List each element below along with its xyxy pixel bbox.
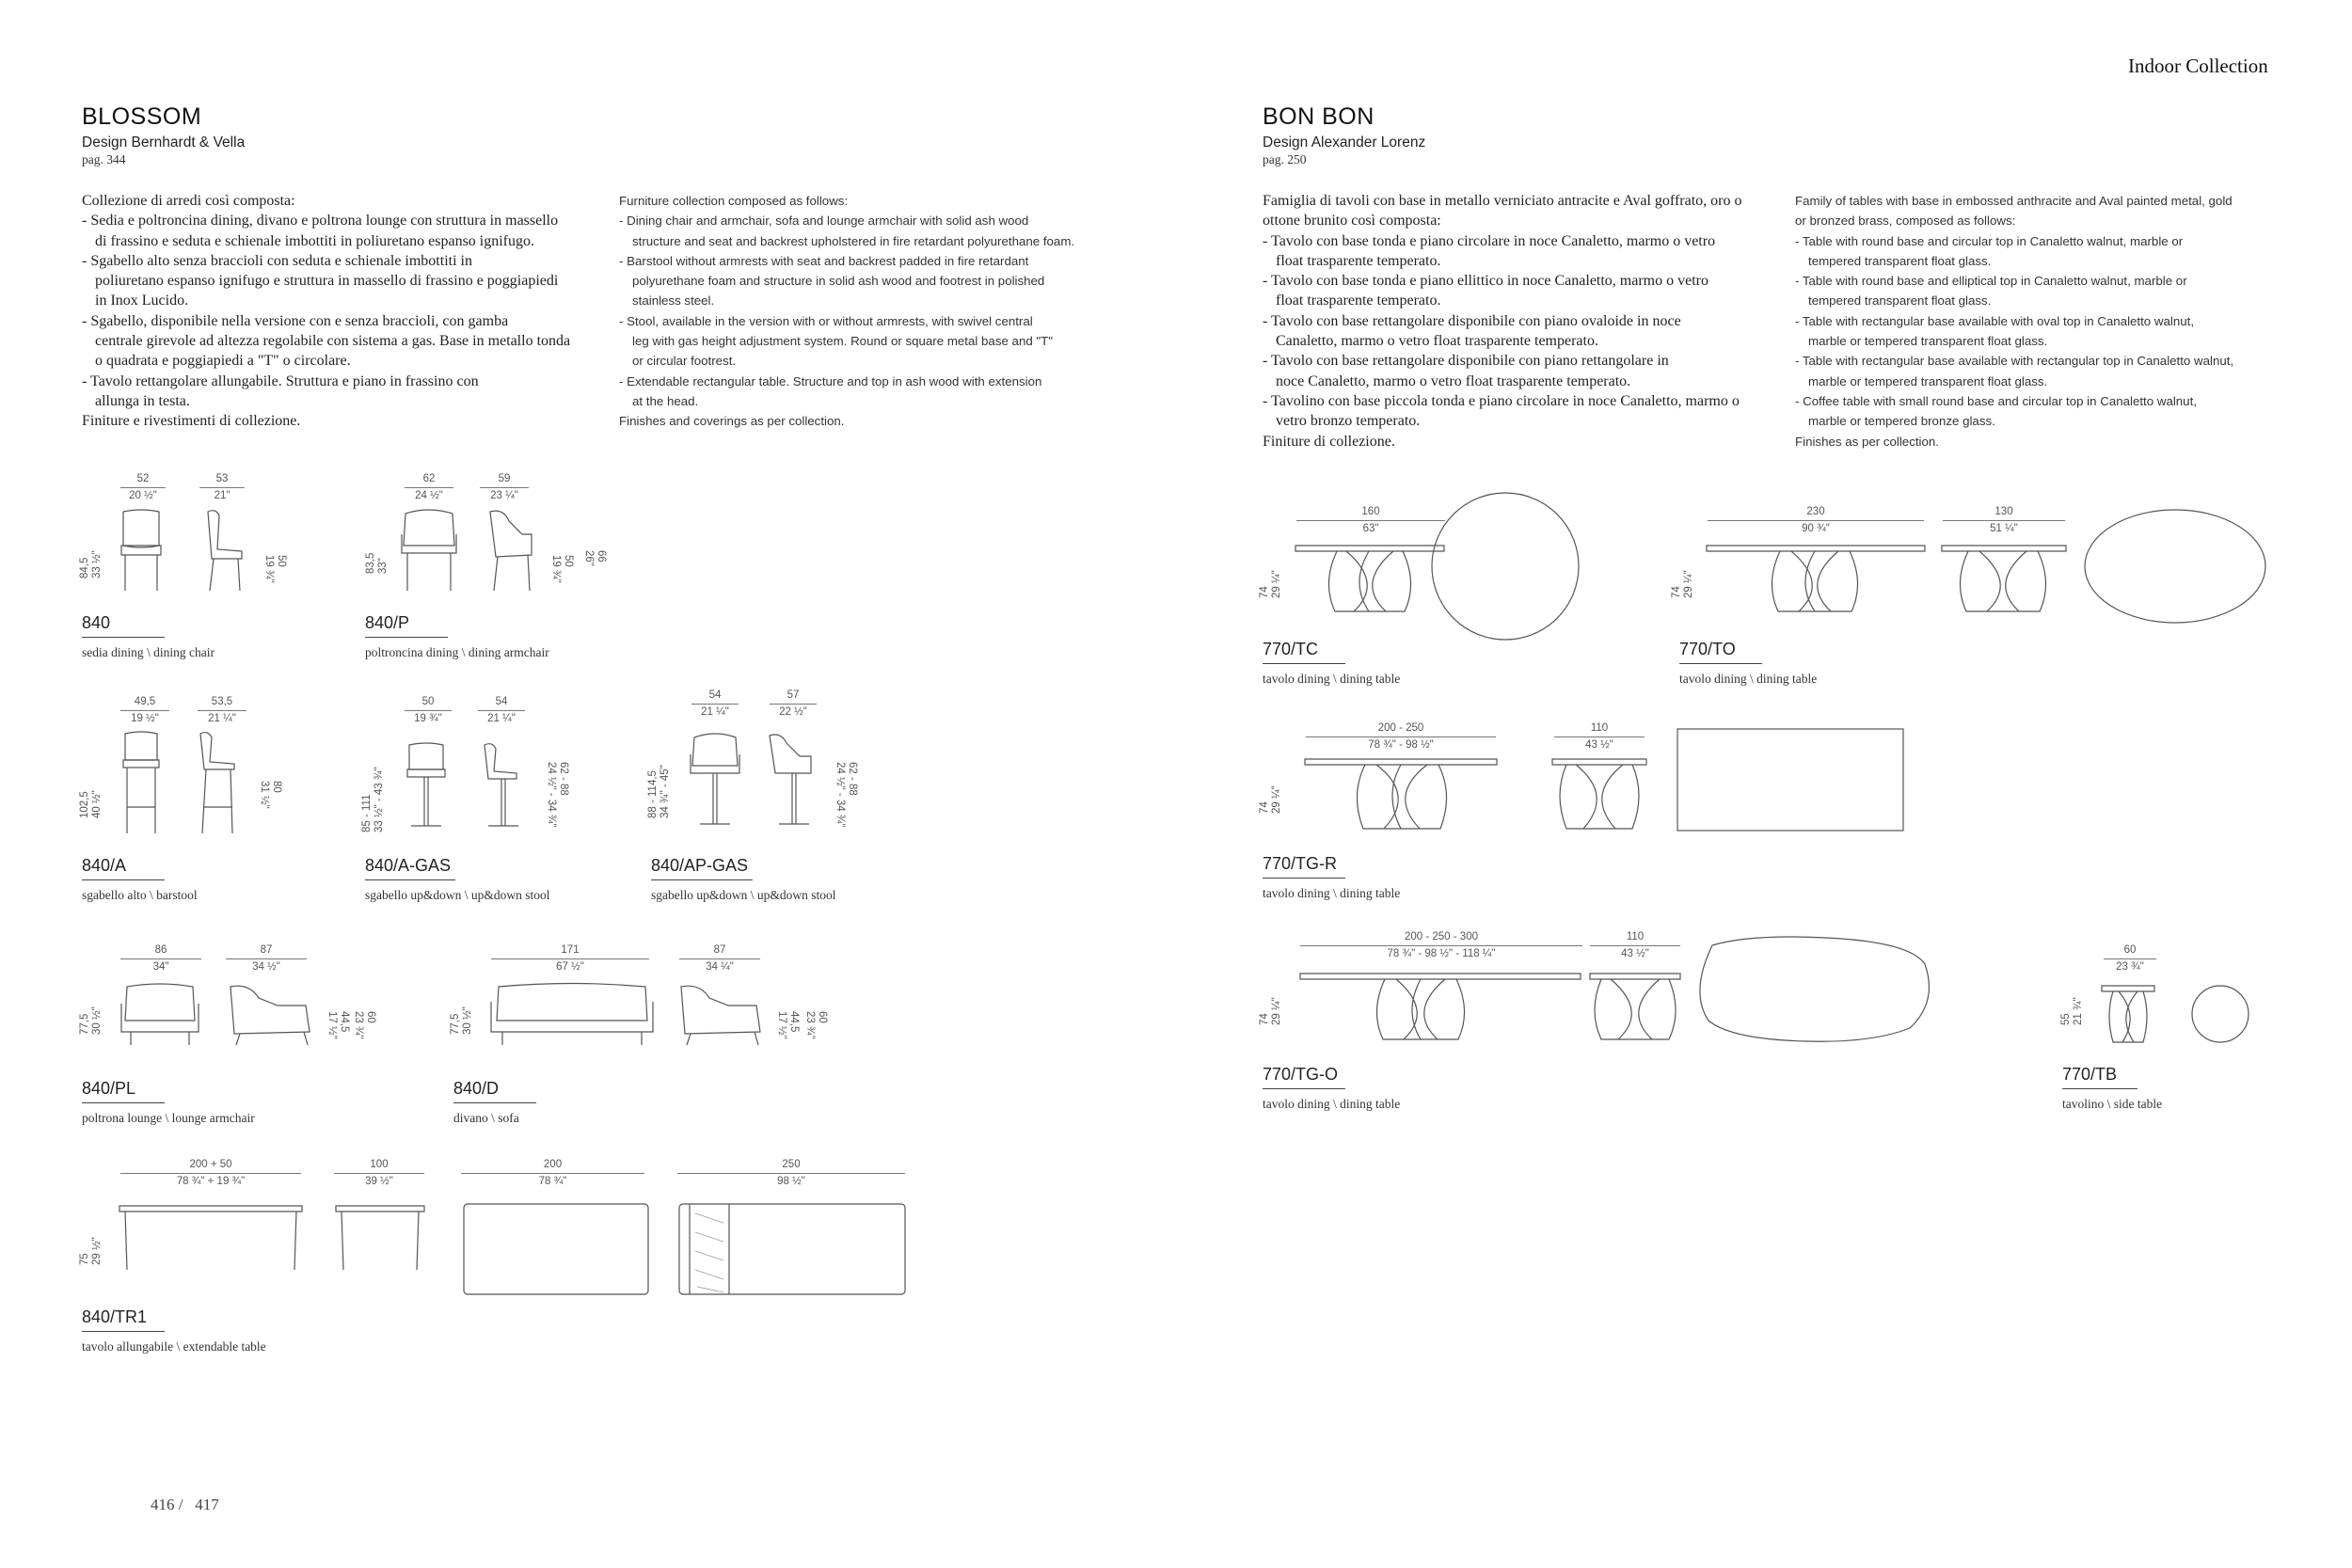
dim-depth: 53 21" bbox=[199, 473, 245, 502]
table-770tgr-drawing bbox=[1303, 729, 1915, 842]
dim-width: 49,5 19 ½" bbox=[120, 696, 169, 725]
dim-width: 52 20 ½" bbox=[120, 473, 166, 502]
product-label: tavolo dining \ dining table bbox=[1263, 886, 1401, 900]
stool-840ap-gas-drawing bbox=[687, 732, 847, 835]
dim-width: 200 - 250 78 ¾" - 98 ½" bbox=[1306, 722, 1496, 752]
table-770tgo-drawing bbox=[1298, 936, 1957, 1049]
product-label: tavolino \ side table bbox=[2062, 1097, 2163, 1111]
product-label: sgabello up&down \ up&down stool bbox=[651, 888, 836, 902]
dim-width: 86 34" bbox=[120, 944, 201, 974]
dim-top-closed: 200 78 ¾" bbox=[461, 1159, 644, 1188]
description-english: Furniture collection composed as follows: - Dining chair and armchair, sofa and lounge armchair with solid ash wood structure and seat and backrest upholstered in fire retardant polyurethane foam. - Barstool without armrests with seat and backrest padded in fire retardant polyurethane foam and structure in solid ash wood and footrest in polished stainless steel. - Stool, available in the version with or without armrests, with swivel central leg with gas height adjustment system. Round or square metal base and "T" or circular footrest. - Extendable rectangular table. Structure and top in ash wood with extension at the head. Finishes and coverings as per collection. bbox=[619, 194, 1075, 429]
dim-height: 74 29 ¼" bbox=[1671, 570, 1694, 598]
dim-depth: 59 23 ¼" bbox=[480, 473, 529, 502]
dim-arm-height: 66 26" bbox=[583, 550, 607, 566]
page-reference: pag. 344 bbox=[82, 152, 126, 166]
dim-seat-height: 44,5 17 ½" bbox=[776, 1011, 800, 1039]
product-label: sgabello alto \ barstool bbox=[82, 888, 198, 902]
collection-header: Indoor Collection bbox=[2128, 55, 2268, 77]
product-label: tavolo dining \ dining table bbox=[1263, 1097, 1401, 1111]
dim-depth: 53,5 21 ¼" bbox=[198, 696, 246, 725]
product-code: 840/TR1 bbox=[82, 1307, 148, 1326]
dim-height: 77,5 30 ½" bbox=[79, 1006, 103, 1035]
dim-arm-height: 60 23 ¾" bbox=[353, 1011, 376, 1039]
dim-height: 77,5 30 ½" bbox=[450, 1006, 473, 1035]
armchair-840p-drawing bbox=[400, 508, 569, 593]
dim-seat-height: 44,5 17 ½" bbox=[326, 1011, 350, 1039]
dim-width: 200 - 250 - 300 78 ¾" - 98 ½" - 118 ¼" bbox=[1300, 931, 1582, 960]
chair-840-drawing bbox=[118, 508, 249, 593]
dim-height: 74 29 ¼" bbox=[1259, 570, 1282, 598]
dim-width: 50 19 ¾" bbox=[405, 696, 452, 725]
product-name: BON BON bbox=[1263, 103, 1375, 130]
product-label: divano \ sofa bbox=[453, 1111, 519, 1125]
dim-width: 60 23 ¾" bbox=[2104, 944, 2156, 974]
dim-seat-height: 50 19 ¾" bbox=[263, 555, 287, 583]
page-reference: pag. 250 bbox=[1263, 152, 1307, 166]
dim-depth: 87 34 ¼" bbox=[679, 944, 760, 974]
product-code: 840/P bbox=[365, 613, 410, 632]
dim-height: 85 - 111 33 ½" - 43 ¾" bbox=[361, 767, 385, 832]
description-english: Family of tables with base in embossed anthracite and Aval painted metal, gold or bronzed brass, composed as follows: - Table with round base and circular top in Canaletto walnut, marble or tempered transparent float glass. - Table with round base and elliptical top in Canaletto walnut, marble or tempered transparent float glass. - Table with rectangular base available with oval top in Canaletto walnut, marble or tempered transparent float glass. - Table with rectangular base available with rectangular top in Canaletto walnut, marble or tempered transparent float glass. - Coffee table with small round base and circular top in Canaletto walnut, marble or tempered bronze glass. Finishes as per collection. bbox=[1795, 194, 2234, 449]
lounge-chair-840pl-drawing bbox=[118, 983, 334, 1049]
product-code: 770/TG-O bbox=[1263, 1065, 1339, 1084]
dim-height: 74 29 ¼" bbox=[1259, 997, 1282, 1025]
dim-height: 74 29 ¼" bbox=[1259, 785, 1282, 814]
product-code: 840/A-GAS bbox=[365, 856, 452, 875]
dim-arm-height: 60 23 ¾" bbox=[804, 1011, 828, 1039]
dim-seat-height: 62 - 88 24 ½" - 34 ¾" bbox=[834, 762, 858, 828]
product-label: tavolo allungabile \ extendable table bbox=[82, 1339, 266, 1354]
dim-seat-height: 50 19 ¾" bbox=[550, 555, 574, 583]
dim-depth: 54 21 ¼" bbox=[478, 696, 525, 725]
barstool-840a-drawing bbox=[118, 732, 259, 835]
table-770tc-drawing bbox=[1294, 489, 1548, 640]
page-numbers: 416 / 417 bbox=[151, 1496, 219, 1513]
dim-depth: 100 39 ½" bbox=[334, 1159, 424, 1188]
product-code: 840/PL bbox=[82, 1079, 136, 1098]
dim-width: 230 90 ¾" bbox=[1708, 506, 1924, 535]
designer: Design Alexander Lorenz bbox=[1263, 135, 1426, 150]
dim-seat-height: 62 - 88 24 ½" - 34 ¾" bbox=[546, 762, 569, 828]
dim-height: 55 21 ¾" bbox=[2060, 997, 2084, 1025]
dim-depth: 110 43 ½" bbox=[1590, 931, 1680, 960]
stool-840a-gas-drawing bbox=[400, 743, 550, 837]
dim-height: 83,5 33" bbox=[365, 552, 389, 574]
product-name: BLOSSOM bbox=[82, 103, 202, 130]
dim-top-open: 250 98 ½" bbox=[677, 1159, 905, 1188]
table-840tr1-drawing bbox=[118, 1204, 908, 1298]
dim-width: 54 21 ¼" bbox=[691, 689, 739, 719]
product-label: poltroncina dining \ dining armchair bbox=[365, 645, 549, 659]
product-code: 770/TG-R bbox=[1263, 854, 1338, 873]
dim-width: 62 24 ½" bbox=[405, 473, 453, 502]
dim-depth: 87 34 ½" bbox=[226, 944, 307, 974]
sofa-840d-drawing bbox=[487, 983, 788, 1049]
dim-width: 200 + 50 78 ¾" + 19 ¾" bbox=[120, 1159, 301, 1188]
product-code: 770/TC bbox=[1263, 640, 1319, 658]
description-italian: Famiglia di tavoli con base in metallo verniciato antracite e Aval goffrato, oro o ottone brunito così composta: - Tavolo con base tonda e piano circolare in noce Canaletto, marmo o vetro float trasparente temperato. - Tavolo con base tonda e piano ellittico in noce Canaletto, marmo o vetro float trasparente temperato. - Tavolo con base rettangolare disponibile con piano ovaloide in noce Canaletto, marmo o vetro float trasparente temperato. - Tavolo con base rettangolare disponibile con piano rettangolare in noce Canaletto, marmo o vetro float trasparente temperato. - Tavolino con base piccola tonda e piano circolare in noce Canaletto, marmo o vetro bronzo temperato. Finiture di collezione. bbox=[1263, 193, 1742, 450]
product-code: 840 bbox=[82, 613, 111, 632]
product-label: tavolo dining \ dining table bbox=[1679, 672, 1818, 686]
table-770tb-drawing bbox=[2100, 978, 2250, 1053]
dim-depth: 130 51 ¼" bbox=[1943, 506, 2065, 535]
dim-depth: 57 22 ½" bbox=[770, 689, 817, 719]
designer: Design Bernhardt & Vella bbox=[82, 135, 246, 150]
dim-height: 75 29 ½" bbox=[79, 1237, 103, 1265]
table-770to-drawing bbox=[1705, 489, 2269, 640]
product-label: poltrona lounge \ lounge armchair bbox=[82, 1111, 255, 1125]
description-italian: Collezione di arredi così composta: - Sedia e poltroncina dining, divano e poltrona lounge con struttura in massello di frassino e seduta e schienale imbottiti in poliuretano espanso ignifugo. - Sgabello alto senza braccioli con seduta e schienale imbottiti in poliuretano espanso ignifugo e struttura in massello di frassino e poggiapiedi in Inox Lucido. - Sgabello, disponibile nella versione con e senza braccioli, con gamba centrale girevole ad altezza regolabile con sistema a gas. Base in metallo tonda o quadrata e poggiapiedi a "T" o circolare. - Tavolo rettangolare allungabile. Struttura e piano in frassino con allunga in testa. Finiture e rivestimenti di collezione. bbox=[82, 193, 571, 430]
product-code: 840/A bbox=[82, 856, 127, 875]
product-label: tavolo dining \ dining table bbox=[1263, 672, 1401, 686]
product-code: 770/TO bbox=[1679, 640, 1736, 658]
product-code: 770/TB bbox=[2062, 1065, 2118, 1084]
dim-height: 88 - 114,5 34 ¾" - 45" bbox=[647, 765, 671, 818]
dim-height: 102,5 40 ½" bbox=[79, 790, 103, 818]
dim-height: 84,5 33 ½" bbox=[79, 550, 103, 578]
product-code: 840/D bbox=[453, 1079, 500, 1098]
product-label: sgabello up&down \ up&down stool bbox=[365, 888, 550, 902]
dim-depth: 110 43 ½" bbox=[1554, 722, 1645, 752]
dim-width: 171 67 ½" bbox=[491, 944, 649, 974]
dim-width: 160 63" bbox=[1296, 506, 1445, 535]
product-label: sedia dining \ dining chair bbox=[82, 645, 215, 659]
dim-seat-height: 80 31 ½" bbox=[259, 781, 282, 809]
product-code: 840/AP-GAS bbox=[651, 856, 749, 875]
